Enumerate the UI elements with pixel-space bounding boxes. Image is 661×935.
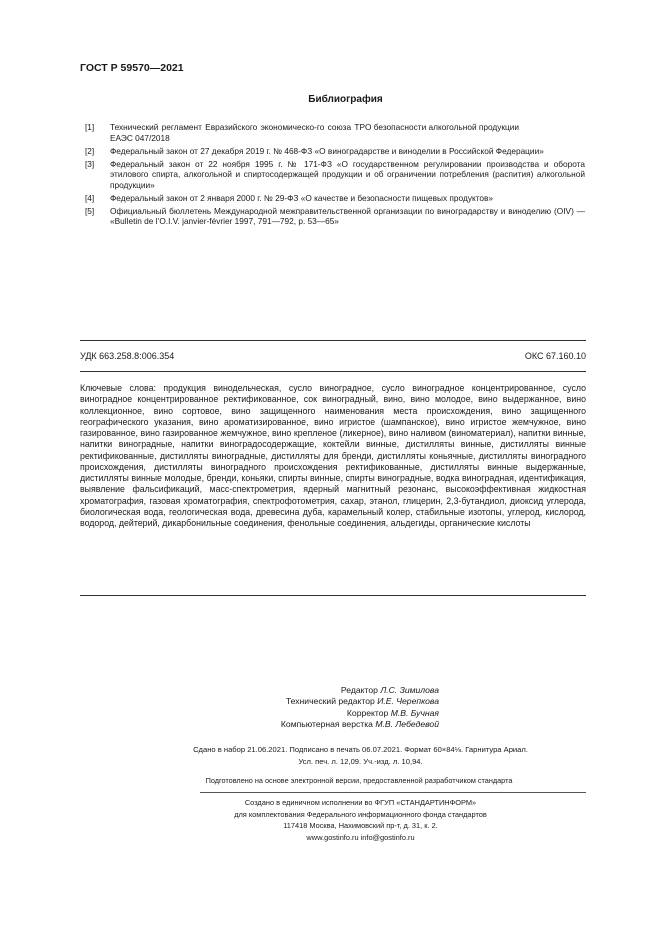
publishing-line-2: Усл. печ. л. 12,09. Уч.-изд. л. 10,94.: [298, 756, 423, 766]
credit-layout: Компьютерная верстка М.В. Лебедевой: [280, 719, 439, 730]
bibliography-item-text: Федеральный закон от 2 января 2000 г. № 29-ФЗ «О качестве и безопасности пищевых продуктов»: [110, 192, 494, 203]
credit-tech-editor: Технический редактор И.Е. Черепкова: [285, 696, 439, 707]
bibliography-item: [85, 122, 585, 143]
bibliography-item: [85, 146, 585, 157]
prepared-note: Подготовлено на основе электронной версии, предоставленной разработчиком стандарта: [205, 776, 513, 785]
top-divider: [80, 340, 586, 341]
bibliography-item-number: [1]: [85, 122, 95, 132]
keywords-top-divider: [80, 371, 586, 372]
credit-editor: Редактор Л.С. Зимилова: [340, 685, 439, 695]
keywords-bottom-divider: [80, 595, 586, 596]
created-line-2: для комплектования Федерального информационного фонда стандартов: [234, 809, 487, 819]
bibliography-item-title: О безопасности алкогольной продукции: [365, 122, 520, 132]
created-info: [0, 797, 661, 843]
footer-divider: [200, 792, 586, 793]
bibliography-item-number: [2]: [85, 145, 95, 156]
credit-corrector: Корректор М.В. Бучная: [346, 707, 439, 718]
credits-block: [220, 685, 501, 731]
bibliography-item-number: [3]: [85, 158, 95, 169]
bibliography-item-number: [4]: [85, 192, 95, 203]
bibliography-item: [85, 159, 585, 191]
publishing-info: [0, 744, 661, 767]
bibliography-item-text: Федеральный закон от 27 декабря 2019 г. № 468-ФЗ «О виноградарстве и виноделии в Российской Федерации»: [110, 145, 544, 156]
bibliography-item-number: [5]: [85, 205, 95, 216]
bibliography-item-source: Технический регламент Евразийского экономическо-го союза ТР ЕАЭС 047/2018: [110, 122, 365, 143]
bibliography-list: [85, 122, 585, 229]
oks-code: ОКС 67.160.10: [524, 351, 586, 361]
bibliography-item-text: Официальный бюллетень Международной межправительственной организации по виноградарству и виноделию (OIV) — «Bulletin de l’O.I.V. janvier-février 1997, 791—792, p. 53—65»: [110, 205, 585, 227]
created-line-1: Создано в единичном исполнении во ФГУП «СТАНДАРТИНФОРМ»: [244, 798, 477, 807]
publishing-line-1: Сдано в набор 21.06.2021. Подписано в печать 06.07.2021. Формат 60×84⅛. Гарнитура Ариал.: [193, 745, 528, 754]
bibliography-item: [85, 206, 585, 227]
udk-code: УДК 663.258.8:006.354: [80, 351, 175, 361]
bibliography-title: Библиография: [308, 94, 383, 105]
bibliography-item: [85, 193, 585, 204]
created-line-4: www.gostinfo.ru info@gostinfo.ru: [306, 832, 415, 842]
standard-number: ГОСТ Р 59570—2021: [80, 62, 184, 74]
keywords-paragraph: Ключевые слова: продукция винодельческая, сусло виноградное, сусло виноградное концентрированное, сусло виноградное концентрированное ректификованное, сок виноградный, вино, вино молодое, вино выдержанное, вино коллекционное, вино сортовое, вино защищенного наименования места происхождения, вино защищенного географического указания, вино ароматизированное, вино игристое (шампанское), вино игристое жемчужное, вино газированное, вино газированное жемчужное, вино крепленое (ликерное), вино наливом (виноматериал), напитки винные, напитки виноградные, напитки виноградосодержащие, коктейли винные, дистилляты винные, дистилляты винные ректификованные, дистилляты виноградные, дистилляты для бренди, дистилляты коньячные, дистилляты виноградного происхождения, дистилляты виноградного происхождения ректификованные, дистилляты винные выдержанные, дистилляты винные молодые, бренди, коньяки, спирты винные, спирты виноградные, водка виноградная, идентификация, выявление фальсификаций, масс-спектрометрия, ядерный магнитный резонанс, высокоэффективная жидкостная хроматография, газовая хроматография, спектрофотометрия, сахар, этанол, глицерин, 2,3-бутандиол, диоксид углерода, биологическая вода, геологическая вода, древесина дуба, карамельный колер, стабильные изотопы, углерод, кислород, водород, дейтерий, дикарбонильные соединения, фенольные соединения, альдегиды, органические кислоты: [80, 383, 586, 528]
bibliography-item-text: Федеральный закон от 22 ноября 1995 г. № 171-ФЗ «О государственном регулировании производства и оборота этилового спирта, алкогольной и спиртосодержащей продукции и об ограничении потребления (распития) алкогольной продукции»: [110, 158, 585, 190]
created-line-3: 117418 Москва, Нахимовский пр-т, д. 31, к. 2.: [283, 821, 438, 831]
